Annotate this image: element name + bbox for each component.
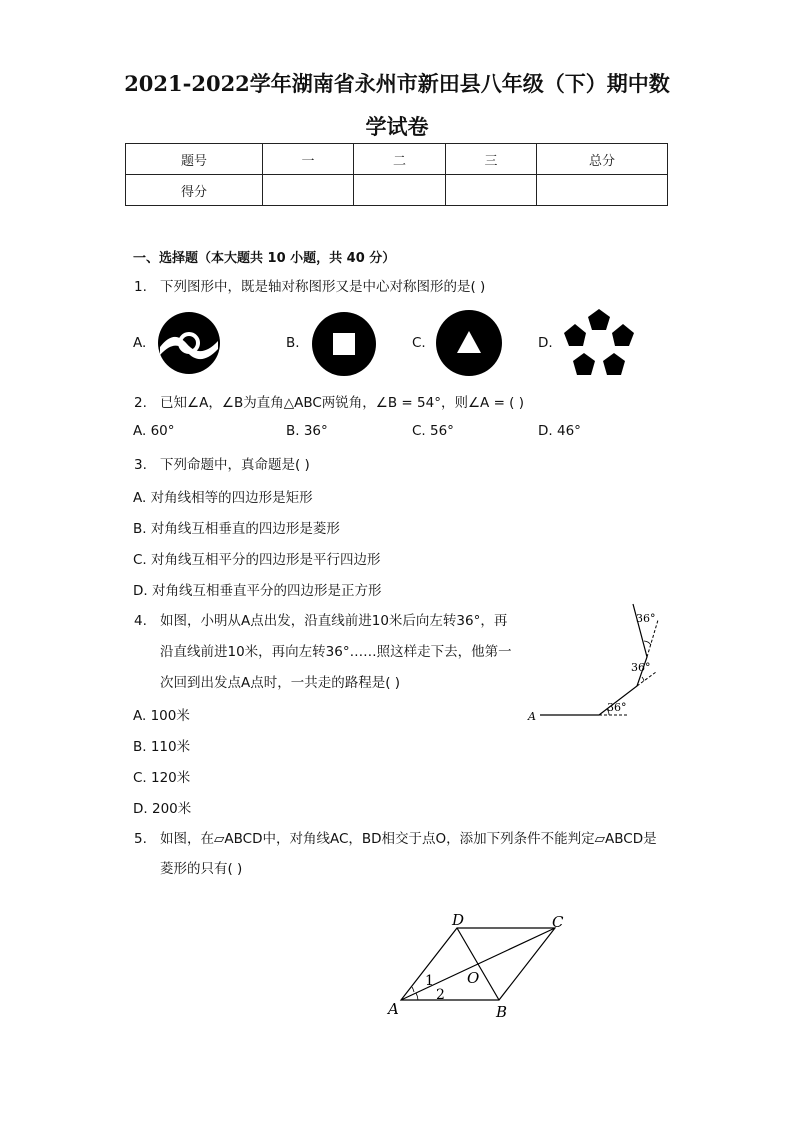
option-label: D. [538, 335, 553, 351]
score-table-header-row [126, 144, 668, 175]
score-cell[interactable] [537, 175, 668, 206]
question-number: 3. [134, 457, 147, 473]
score-table-header-cell: 二 [354, 144, 446, 175]
question-text: 已知∠A，∠B为直角△ABC两锐角，∠B = 54°，则∠A = ( ) [160, 395, 525, 411]
center-label: O [467, 969, 480, 987]
option-label: A. 对角线相等的四边形是矩形 [133, 490, 313, 506]
score-table-row-label: 得分 [126, 175, 263, 206]
question-text: 下列图形中，既是轴对称图形又是中心对称图形的是( ) [160, 279, 486, 295]
option-c-figure [435, 309, 503, 377]
angle-label: 2 [436, 987, 445, 1003]
score-table [125, 143, 668, 206]
angle-label: 36° [636, 612, 656, 625]
section-heading: 一、选择题（本大题共 10 小题，共 40 分） [133, 251, 396, 266]
option-label: B. 110米 [133, 739, 191, 755]
option-label: A. 100米 [133, 708, 190, 724]
option-b-figure [311, 311, 377, 377]
vertex-label: D [452, 911, 465, 929]
question-number: 2. [134, 395, 147, 411]
score-cell[interactable] [263, 175, 354, 206]
score-cell[interactable] [354, 175, 446, 206]
option-label: C. 56° [412, 423, 454, 439]
angle-label: 36° [631, 661, 651, 674]
vertex-label: C [552, 913, 564, 931]
option-label: C. 对角线互相平分的四边形是平行四边形 [133, 552, 381, 568]
option-label: C. [412, 335, 426, 351]
question-text-line: 沿直线前进10米，再向左转36°……照这样走下去，他第一 [160, 644, 512, 660]
score-table-header-cell: 一 [263, 144, 354, 175]
option-label: D. 对角线互相垂直平分的四边形是正方形 [133, 583, 382, 599]
question-number: 1. [134, 279, 147, 295]
question-text-line: 如图，在▱ABCD中，对角线AC，BD相交于点O，添加下列条件不能判定▱ABCD是 [160, 831, 657, 847]
vertex-label: A [388, 1000, 399, 1018]
option-label: D. 200米 [133, 801, 192, 817]
question-number: 5. [134, 831, 147, 847]
score-table-header-cell: 三 [446, 144, 537, 175]
option-d-figure [562, 307, 636, 379]
figure-label-a: A [528, 710, 536, 723]
score-table-score-row [126, 175, 668, 206]
option-label: D. 46° [538, 423, 581, 439]
angle-label: 1 [425, 973, 434, 989]
option-label: B. [286, 335, 300, 351]
option-label: B. 36° [286, 423, 328, 439]
angle-label: 36° [607, 701, 627, 714]
paper-title-line1: 2021-2022学年湖南省永州市新田县八年级（下）期中数 [124, 71, 670, 96]
option-label: C. 120米 [133, 770, 191, 786]
walking-path-figure [524, 598, 664, 728]
option-a-figure [157, 311, 221, 375]
parallelogram-figure [380, 905, 580, 1025]
vertex-label: B [496, 1003, 508, 1021]
option-label: A. [133, 335, 147, 351]
score-table-header-cell: 题号 [126, 144, 263, 175]
option-label: A. 60° [133, 423, 175, 439]
option-label: B. 对角线互相垂直的四边形是菱形 [133, 521, 340, 537]
question-text-line: 菱形的只有( ) [160, 861, 243, 877]
question-text-line: 如图，小明从A点出发，沿直线前进10米后向左转36°，再 [160, 613, 508, 629]
question-text-line: 次回到出发点A点时，一共走的路程是( ) [160, 675, 401, 691]
score-cell[interactable] [446, 175, 537, 206]
score-table-header-cell: 总分 [537, 144, 668, 175]
paper-title-line2: 学试卷 [365, 114, 429, 139]
question-text: 下列命题中，真命题是( ) [160, 457, 310, 473]
question-number: 4. [134, 613, 147, 629]
